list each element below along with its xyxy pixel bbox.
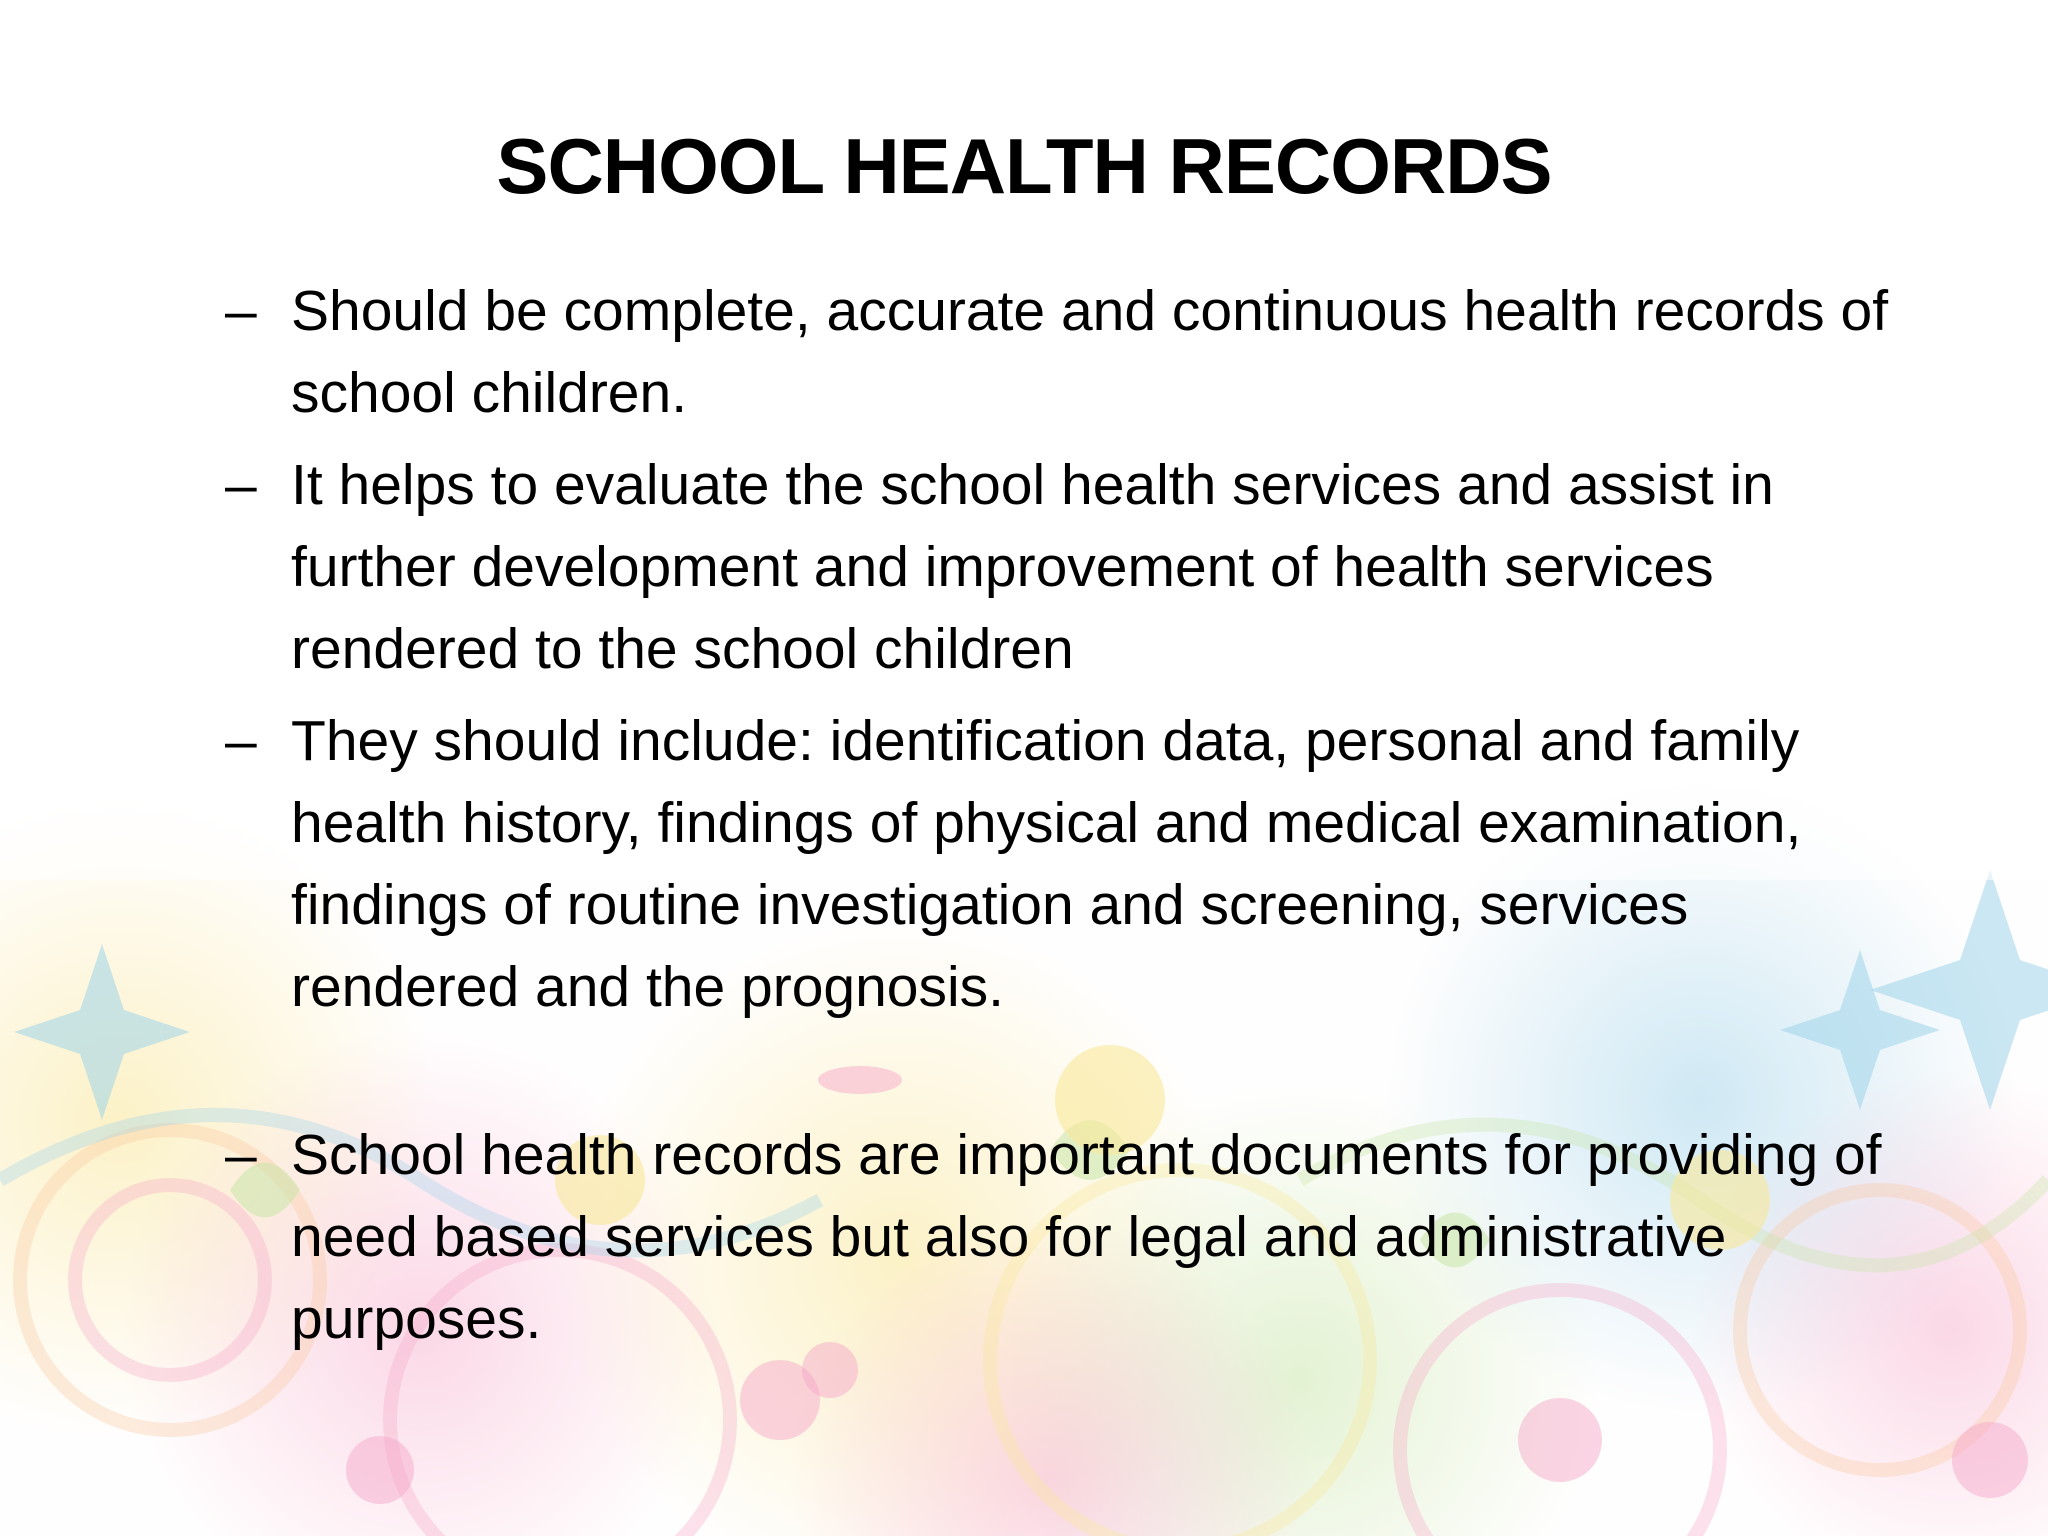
- bullet-dash: –: [225, 709, 257, 773]
- bullet-item: [225, 444, 1925, 690]
- bullet-text: School health records are important documents for providing of need based services but also for legal and administrative purposes.: [291, 1123, 1882, 1351]
- bullet-item: [225, 700, 1925, 1028]
- bullet-text: They should include: identification data, personal and family health history, findings of physical and medical examination, findings of routine investigation and screening, services rendered and the prognosis.: [291, 709, 1802, 1019]
- bullet-list: [225, 270, 1925, 1370]
- bullet-dash: –: [225, 453, 257, 517]
- bullet-text: It helps to evaluate the school health services and assist in further development and improvement of health services rendered to the school children: [291, 453, 1774, 681]
- bullet-item: [225, 1114, 1925, 1360]
- bullet-text: Should be complete, accurate and continuous health records of school children.: [291, 279, 1889, 425]
- bullet-dash: –: [225, 279, 257, 343]
- bullet-dash: –: [225, 1123, 257, 1187]
- bullet-item: [225, 270, 1925, 434]
- slide-title: SCHOOL HEALTH RECORDS: [496, 122, 1552, 210]
